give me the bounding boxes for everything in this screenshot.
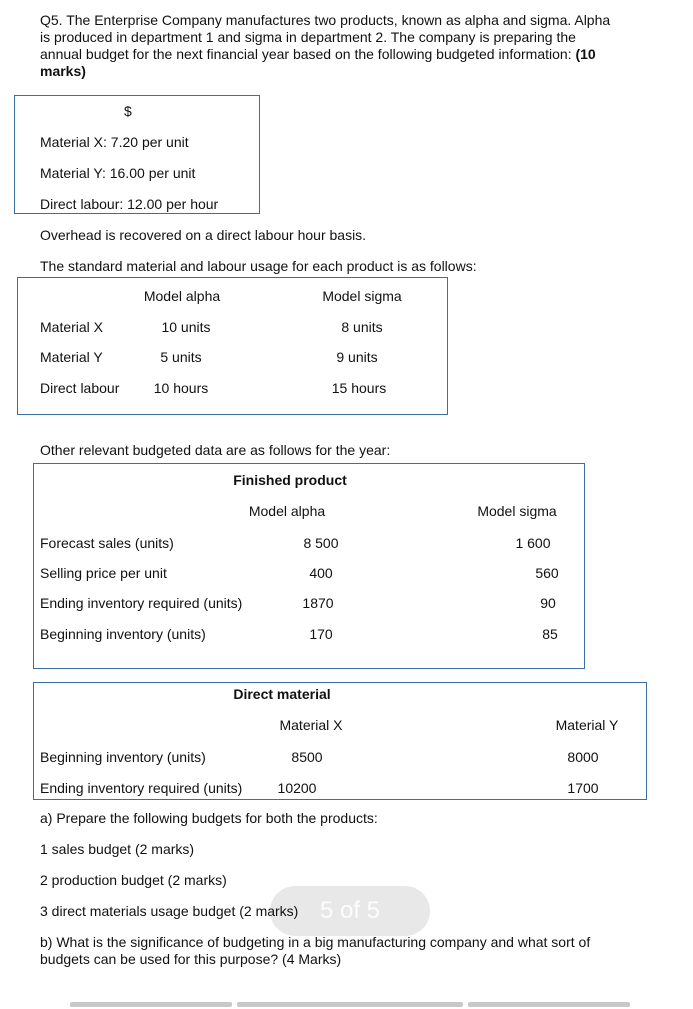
usage-row-sigma: 15 hours xyxy=(331,380,387,396)
task-2: 2 production budget (2 marks) xyxy=(40,872,227,888)
usage-row-sigma: 8 units xyxy=(341,319,383,335)
finished-row-sigma: 560 xyxy=(535,565,559,581)
usage-row-sigma: 9 units xyxy=(336,349,378,365)
material-table-title: Direct material xyxy=(233,686,331,702)
cost-direct-labour: Direct labour: 12.00 per hour xyxy=(40,196,219,212)
finished-row-label: Selling price per unit xyxy=(40,565,167,581)
material-row-x: 8500 xyxy=(291,749,323,765)
finished-row-label: Forecast sales (units) xyxy=(40,535,174,551)
usage-row-alpha: 5 units xyxy=(160,349,202,365)
finished-row-sigma: 1 600 xyxy=(515,535,551,551)
material-row-label: Ending inventory required (units) xyxy=(40,780,243,796)
task-b xyxy=(40,934,670,968)
usage-col-alpha: Model alpha xyxy=(143,288,221,304)
finished-col-sigma: Model sigma xyxy=(477,503,557,519)
scrollbar-segment[interactable] xyxy=(468,1002,630,1007)
finished-row-label: Beginning inventory (units) xyxy=(40,626,206,642)
scrollbar-segment[interactable] xyxy=(70,1002,232,1007)
material-col-y: Material Y xyxy=(555,717,619,733)
usage-row-label: Direct labour xyxy=(40,380,120,396)
cost-box-header: $ xyxy=(124,103,132,119)
intro-line-1: Q5. The Enterprise Company manufactures two products, known as alpha and sigma. Alpha xyxy=(40,12,611,28)
overhead-text: Overhead is recovered on a direct labour hour basis. xyxy=(40,227,367,243)
question-intro xyxy=(40,12,670,80)
finished-row-label: Ending inventory required (units) xyxy=(40,595,243,611)
usage-col-sigma: Model sigma xyxy=(322,288,402,304)
intro-line-4: marks) xyxy=(40,63,86,79)
page-indicator-text: 5 of 5 xyxy=(319,897,381,924)
finished-row-alpha: 1870 xyxy=(302,595,334,611)
finished-row-alpha: 8 500 xyxy=(303,535,339,551)
task-3: 3 direct materials usage budget (2 marks) xyxy=(40,903,299,919)
usage-row-alpha: 10 units xyxy=(161,319,211,335)
task-a: a) Prepare the following budgets for both the products: xyxy=(40,810,378,826)
finished-row-alpha: 170 xyxy=(309,626,333,642)
usage-row-label: Material Y xyxy=(40,349,103,365)
finished-table-title: Finished product xyxy=(233,472,347,488)
cost-material-x: Material X: 7.20 per unit xyxy=(40,134,189,150)
intro-line-2: is produced in department 1 and sigma in department 2. The company is preparing the xyxy=(40,29,576,45)
cost-material-y: Material Y: 16.00 per unit xyxy=(40,165,196,181)
other-intro: Other relevant budgeted data are as follows for the year: xyxy=(40,442,391,458)
material-row-y: 1700 xyxy=(567,780,599,796)
material-row-label: Beginning inventory (units) xyxy=(40,749,206,765)
finished-row-alpha: 400 xyxy=(309,565,333,581)
usage-row-label: Material X xyxy=(40,319,104,335)
intro-line-3: annual budget for the next financial year based on the following budgeted information: (10 xyxy=(40,46,596,62)
finished-row-sigma: 90 xyxy=(540,595,556,611)
task-b-line-2: budgets can be used for this purpose? (4 Marks) xyxy=(40,951,342,967)
finished-col-alpha: Model alpha xyxy=(248,503,326,519)
usage-row-alpha: 10 hours xyxy=(153,380,209,396)
task-b-line-1: b) What is the significance of budgeting in a big manufacturing company and what sort of xyxy=(40,934,591,950)
finished-row-sigma: 85 xyxy=(542,626,558,642)
material-row-x: 10200 xyxy=(277,780,317,796)
task-1: 1 sales budget (2 marks) xyxy=(40,841,195,857)
scrollbar-segment[interactable] xyxy=(237,1002,463,1007)
material-col-x: Material X xyxy=(279,717,343,733)
material-row-y: 8000 xyxy=(567,749,599,765)
usage-intro: The standard material and labour usage for each product is as follows: xyxy=(40,258,477,274)
